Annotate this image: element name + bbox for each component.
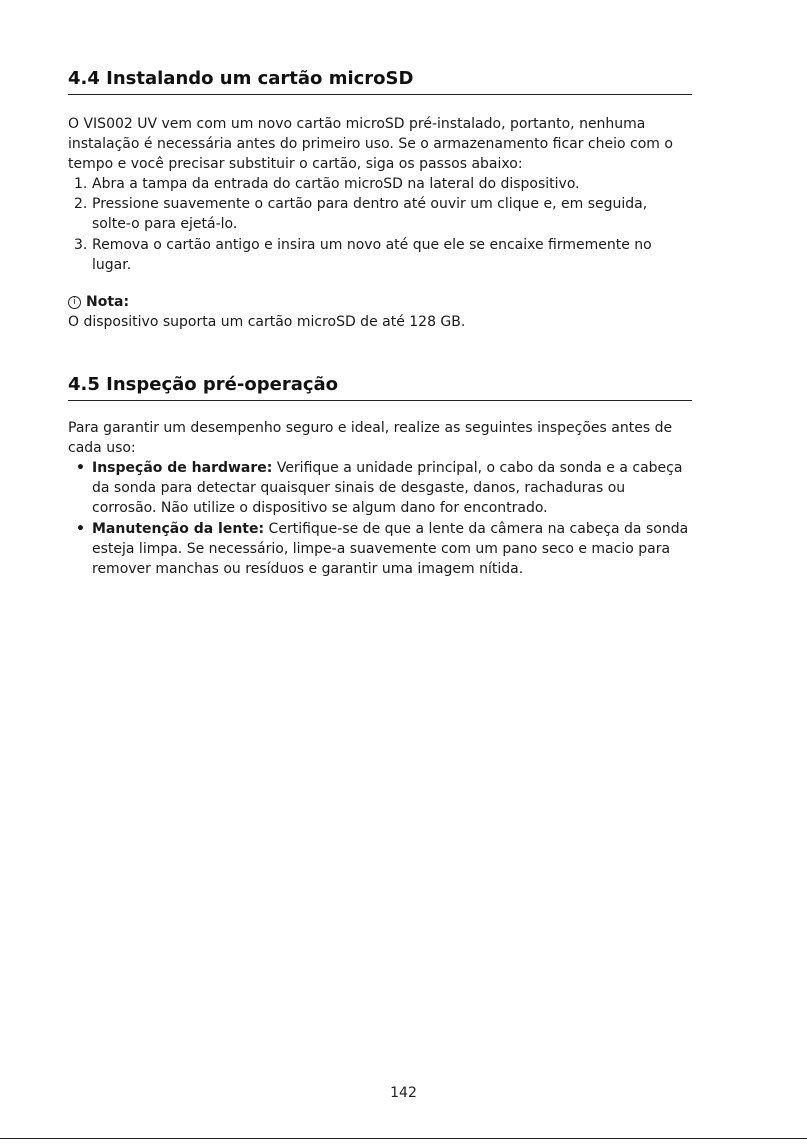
note-header bbox=[68, 292, 692, 312]
step-number: 2. bbox=[74, 196, 88, 213]
page-number: 142 bbox=[390, 1085, 417, 1101]
intro-line: O VIS002 UV vem com um novo cartão microSD pré-instalado, portanto, nenhuma bbox=[68, 116, 646, 132]
bullet-icon: • bbox=[76, 460, 85, 476]
note-box bbox=[68, 292, 692, 332]
inspection-text: Certifique-se de que a lente da câmera na cabeça da sonda bbox=[264, 520, 689, 537]
intro-line: instalação é necessária antes do primeiro uso. Se o armazenamento ficar cheio com o bbox=[68, 136, 673, 153]
note-text: O dispositivo suporta um cartão microSD de até 128 GB. bbox=[68, 314, 466, 331]
inspection-text: da sonda para detectar quaisquer sinais de desgaste, danos, rachaduras ou bbox=[92, 480, 626, 497]
info-icon: i bbox=[68, 296, 81, 309]
intro-line: tempo e você precisar substituir o cartão, siga os passos abaixo: bbox=[68, 156, 523, 173]
inspection-text: remover manchas ou resíduos e garantir uma imagem nítida. bbox=[92, 561, 524, 578]
step-text: Remova o cartão antigo e insira um novo até que ele se encaixe firmemente no bbox=[92, 236, 652, 253]
inspection-text: esteja limpa. Se necessário, limpe-a suavemente com um pano seco e macio para bbox=[92, 540, 671, 557]
step-item bbox=[68, 174, 692, 194]
inspection-item bbox=[68, 458, 692, 519]
bullet-icon: • bbox=[76, 520, 85, 537]
intro-line: Para garantir um desempenho seguro e ideal, realize as seguintes inspeções antes de bbox=[68, 420, 673, 436]
inspection-item bbox=[68, 519, 692, 580]
step-text: Pressione suavemente o cartão para dentro até ouvir um clique e, em seguida, bbox=[92, 196, 648, 213]
bottom-divider bbox=[0, 1138, 807, 1139]
inspection-text: Verifique a unidade principal, o cabo da sonda e a cabeça bbox=[272, 460, 683, 476]
step-number: 1. bbox=[74, 176, 88, 192]
section-heading-4-5: 4.5 Inspeção pré-operação bbox=[68, 374, 692, 401]
note-label: Nota: bbox=[86, 294, 130, 310]
section-4-5-intro bbox=[68, 418, 692, 458]
microsd-steps-list bbox=[68, 174, 692, 275]
step-item bbox=[68, 235, 692, 275]
step-number: 3. bbox=[74, 236, 88, 253]
inspection-text: corrosão. Não utilize o dispositivo se algum dano for encontrado. bbox=[92, 500, 548, 517]
step-text: lugar. bbox=[92, 256, 132, 273]
step-item bbox=[68, 194, 692, 234]
section-4-4-intro bbox=[68, 114, 692, 175]
section-heading-4-4: 4.4 Instalando um cartão microSD bbox=[68, 68, 692, 95]
step-text: Abra a tampa da entrada do cartão microSD na lateral do dispositivo. bbox=[92, 176, 580, 192]
inspection-title: Manutenção da lente: bbox=[92, 520, 265, 537]
step-text: solte-o para ejetá-lo. bbox=[92, 216, 238, 233]
intro-line: cada uso: bbox=[68, 440, 136, 457]
inspection-title: Inspeção de hardware: bbox=[92, 460, 273, 476]
inspection-list bbox=[68, 458, 692, 579]
